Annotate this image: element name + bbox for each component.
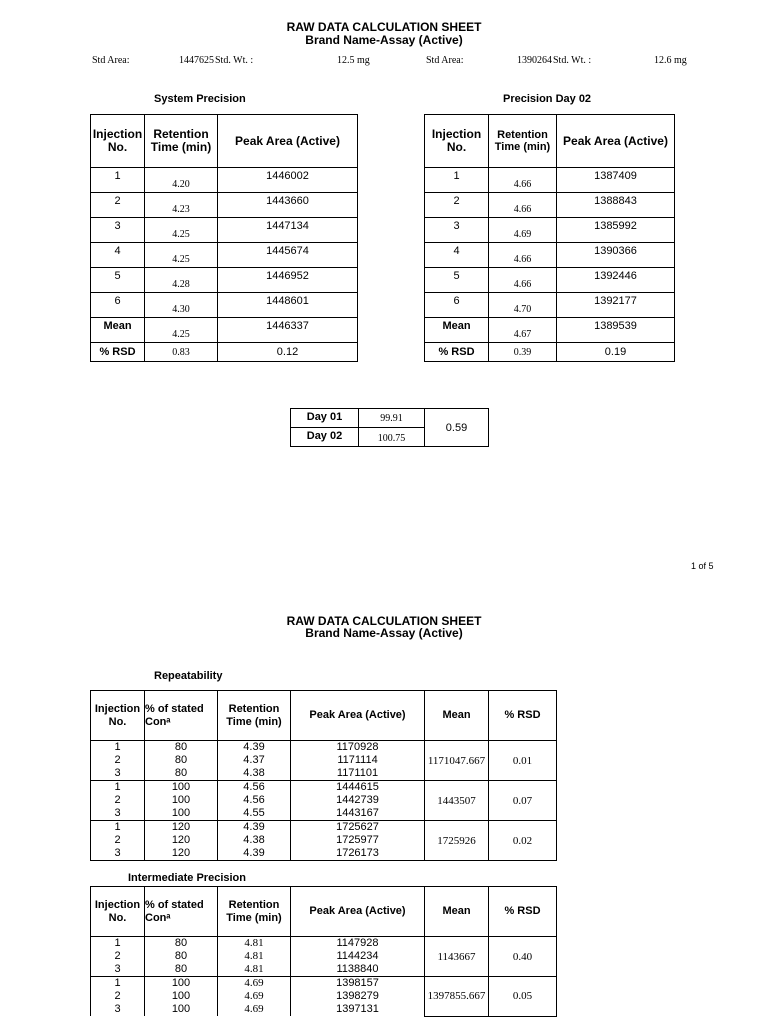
- header-injection-no: Injection No.: [91, 887, 145, 937]
- cell-peak-area: 1726173: [291, 847, 425, 861]
- cell-stated-con: 100: [145, 781, 218, 795]
- cell-injection: 1: [91, 168, 145, 193]
- day1-label: Day 01: [291, 409, 359, 428]
- header-stated-con: % of stated Conᵃ: [145, 691, 218, 741]
- header-peak-area: Peak Area (Active): [291, 887, 425, 937]
- cell-peak-area: 1385992: [557, 218, 675, 243]
- day2-value: 100.75: [359, 428, 425, 447]
- repeatability-table: [90, 690, 557, 861]
- system-precision-title: System Precision: [154, 93, 246, 105]
- cell-peak-area: 1144234: [291, 950, 425, 963]
- page-number: 1 of 5: [691, 561, 714, 571]
- cell-rsd: 0.02: [489, 821, 557, 861]
- cell-peak-area: 1444615: [291, 781, 425, 795]
- cell-injection: 2: [91, 794, 145, 807]
- cell-stated-con: 80: [145, 754, 218, 767]
- table-row: [91, 243, 358, 268]
- cell-injection: 3: [91, 963, 145, 977]
- mean-row: [91, 318, 358, 343]
- table-row: [91, 937, 557, 951]
- cell-injection: 2: [91, 950, 145, 963]
- cell-injection: 1: [91, 781, 145, 795]
- cell-stated-con: 80: [145, 937, 218, 951]
- cell-peak-area: 1443167: [291, 807, 425, 821]
- cell-retention: 4.66: [489, 268, 557, 293]
- cell-peak-area: 1725977: [291, 834, 425, 847]
- header-mean: Mean: [425, 691, 489, 741]
- cell-peak-area: 1446002: [218, 168, 358, 193]
- cell-stated-con: 120: [145, 847, 218, 861]
- cell-stated-con: 100: [145, 794, 218, 807]
- std-area-label-right: Std Area:: [426, 55, 464, 66]
- cell-injection: 1: [91, 821, 145, 835]
- cell-peak-area: 1170928: [291, 741, 425, 755]
- page-subtitle: Brand Name-Assay (Active): [305, 33, 463, 47]
- cell-mean: 1143667: [425, 937, 489, 977]
- rsd-retention: 0.39: [489, 343, 557, 362]
- cell-rsd: 0.05: [489, 977, 557, 1017]
- header-retention-time: Retention Time (min): [218, 887, 291, 937]
- header-retention-time: Retention Time (min): [218, 691, 291, 741]
- std-wt-label-left: Std. Wt. :: [215, 55, 254, 66]
- day-comparison-table: [290, 408, 489, 447]
- table-row: [91, 168, 358, 193]
- cell-peak-area: 1138840: [291, 963, 425, 977]
- table-row: [425, 268, 675, 293]
- rsd-row: [425, 343, 675, 362]
- cell-injection: 6: [425, 293, 489, 318]
- table-row: [91, 218, 358, 243]
- repeatability-title: Repeatability: [154, 670, 223, 682]
- table-row: [425, 218, 675, 243]
- cell-injection: 5: [91, 268, 145, 293]
- cell-retention: 4.38: [218, 834, 291, 847]
- table-row: [91, 781, 557, 795]
- cell-retention: 4.56: [218, 794, 291, 807]
- cell-stated-con: 100: [145, 990, 218, 1003]
- cell-peak-area: 1448601: [218, 293, 358, 318]
- header-retention-time: Retention Time (min): [145, 115, 218, 168]
- cell-peak-area: 1446952: [218, 268, 358, 293]
- cell-peak-area: 1397131: [291, 1003, 425, 1016]
- cell-retention: 4.81: [218, 963, 291, 977]
- cell-peak-area: 1147928: [291, 937, 425, 951]
- rsd-label: % RSD: [425, 343, 489, 362]
- system-precision-table: [90, 114, 358, 362]
- cell-peak-area: 1442739: [291, 794, 425, 807]
- cell-rsd: 0.40: [489, 937, 557, 977]
- cell-injection: 3: [91, 218, 145, 243]
- header-peak-area: Peak Area (Active): [291, 691, 425, 741]
- rsd-peak-area: 0.19: [557, 343, 675, 362]
- table-row: [425, 293, 675, 318]
- table-row: [425, 193, 675, 218]
- cell-peak-area: 1725627: [291, 821, 425, 835]
- cell-retention: 4.69: [489, 218, 557, 243]
- cell-injection: 2: [91, 990, 145, 1003]
- cell-retention: 4.38: [218, 767, 291, 781]
- day1-value: 99.91: [359, 409, 425, 428]
- mean-retention: 4.67: [489, 318, 557, 343]
- cell-stated-con: 120: [145, 834, 218, 847]
- table-row: [425, 168, 675, 193]
- cell-injection: 2: [91, 834, 145, 847]
- header-rsd: % RSD: [489, 691, 557, 741]
- intermediate-precision-table: [90, 886, 557, 1017]
- rsd-label: % RSD: [91, 343, 145, 362]
- mean-row: [425, 318, 675, 343]
- table-row: [91, 193, 358, 218]
- cell-stated-con: 80: [145, 767, 218, 781]
- cell-mean: 1443507: [425, 781, 489, 821]
- cell-peak-area: 1390366: [557, 243, 675, 268]
- cell-retention: 4.37: [218, 754, 291, 767]
- cell-injection: 6: [91, 293, 145, 318]
- table-row: [91, 741, 557, 755]
- std-area-label-left: Std Area:: [92, 55, 130, 66]
- cell-injection: 3: [91, 807, 145, 821]
- rsd-retention: 0.83: [145, 343, 218, 362]
- rsd-row: [91, 343, 358, 362]
- precision-day2-table: [424, 114, 675, 362]
- cell-retention: 4.39: [218, 821, 291, 835]
- cell-injection: 1: [91, 937, 145, 951]
- table-row: [425, 243, 675, 268]
- precision-day2-title: Precision Day 02: [503, 93, 592, 105]
- cell-stated-con: 100: [145, 807, 218, 821]
- cell-retention: 4.69: [218, 1003, 291, 1016]
- mean-peak-area: 1389539: [557, 318, 675, 343]
- cell-peak-area: 1388843: [557, 193, 675, 218]
- cell-mean: 1171047.667: [425, 741, 489, 781]
- cell-retention: 4.81: [218, 950, 291, 963]
- cell-peak-area: 1398157: [291, 977, 425, 991]
- table-row: [91, 977, 557, 991]
- intermediate-precision-title: Intermediate Precision: [128, 872, 246, 884]
- cell-injection: 3: [91, 847, 145, 861]
- cell-rsd: 0.01: [489, 741, 557, 781]
- cell-mean: 1725926: [425, 821, 489, 861]
- cell-peak-area: 1392177: [557, 293, 675, 318]
- cell-injection: 3: [91, 767, 145, 781]
- cell-injection: 5: [425, 268, 489, 293]
- cell-injection: 3: [425, 218, 489, 243]
- std-area-value-right: 1390264: [517, 55, 552, 66]
- cell-injection: 2: [91, 754, 145, 767]
- cell-retention: 4.66: [489, 243, 557, 268]
- header-injection-no: Injection No.: [91, 691, 145, 741]
- cell-injection: 2: [91, 193, 145, 218]
- mean-retention: 4.25: [145, 318, 218, 343]
- cell-retention: 4.81: [218, 937, 291, 951]
- cell-stated-con: 80: [145, 950, 218, 963]
- cell-peak-area: 1171101: [291, 767, 425, 781]
- table-row: [91, 821, 557, 835]
- cell-retention: 4.56: [218, 781, 291, 795]
- cell-injection: 3: [91, 1003, 145, 1016]
- mean-label: Mean: [425, 318, 489, 343]
- std-info-row: [0, 55, 768, 69]
- cell-injection: 1: [425, 168, 489, 193]
- cell-peak-area: 1387409: [557, 168, 675, 193]
- cell-stated-con: 100: [145, 1003, 218, 1016]
- header-rsd: % RSD: [489, 887, 557, 937]
- cell-injection: 1: [91, 977, 145, 991]
- mean-peak-area: 1446337: [218, 318, 358, 343]
- cell-stated-con: 120: [145, 821, 218, 835]
- cell-stated-con: 100: [145, 977, 218, 991]
- cell-rsd: 0.07: [489, 781, 557, 821]
- cell-retention: 4.66: [489, 193, 557, 218]
- std-wt-label-right: Std. Wt. :: [553, 55, 592, 66]
- cell-retention: 4.69: [218, 990, 291, 1003]
- cell-peak-area: 1398279: [291, 990, 425, 1003]
- cell-retention: 4.25: [145, 243, 218, 268]
- rsd-peak-area: 0.12: [218, 343, 358, 362]
- page2-subtitle: Brand Name-Assay (Active): [305, 626, 463, 640]
- header-mean: Mean: [425, 887, 489, 937]
- table-row: [91, 268, 358, 293]
- header-injection-no: Injection No.: [425, 115, 489, 168]
- cell-retention: 4.55: [218, 807, 291, 821]
- cell-retention: 4.20: [145, 168, 218, 193]
- cell-retention: 4.69: [218, 977, 291, 991]
- cell-stated-con: 80: [145, 741, 218, 755]
- cell-peak-area: 1443660: [218, 193, 358, 218]
- header-stated-con: % of stated Conᵃ: [145, 887, 218, 937]
- cell-mean: 1397855.667: [425, 977, 489, 1017]
- cell-peak-area: 1445674: [218, 243, 358, 268]
- cell-injection: 1: [91, 741, 145, 755]
- std-wt-value-right: 12.6 mg: [654, 55, 687, 66]
- std-area-value-left: 1447625: [179, 55, 214, 66]
- mean-label: Mean: [91, 318, 145, 343]
- cell-peak-area: 1447134: [218, 218, 358, 243]
- header-injection-no: Injection No.: [91, 115, 145, 168]
- header-peak-area: Peak Area (Active): [218, 115, 358, 168]
- cell-retention: 4.39: [218, 847, 291, 861]
- cell-peak-area: 1171114: [291, 754, 425, 767]
- cell-stated-con: 80: [145, 963, 218, 977]
- cell-retention: 4.25: [145, 218, 218, 243]
- page2-title: RAW DATA CALCULATION SHEET: [286, 614, 482, 628]
- cell-retention: 4.70: [489, 293, 557, 318]
- cell-retention: 4.66: [489, 168, 557, 193]
- day2-label: Day 02: [291, 428, 359, 447]
- header-peak-area: Peak Area (Active): [557, 115, 675, 168]
- cell-retention: 4.30: [145, 293, 218, 318]
- cell-injection: 4: [91, 243, 145, 268]
- std-wt-value-left: 12.5 mg: [337, 55, 370, 66]
- cell-retention: 4.23: [145, 193, 218, 218]
- cell-retention: 4.28: [145, 268, 218, 293]
- cell-injection: 2: [425, 193, 489, 218]
- table-row: [91, 293, 358, 318]
- page-title: RAW DATA CALCULATION SHEET: [286, 20, 482, 34]
- cell-retention: 4.39: [218, 741, 291, 755]
- day-difference: 0.59: [425, 409, 489, 447]
- cell-injection: 4: [425, 243, 489, 268]
- header-retention-time: Retention Time (min): [489, 115, 557, 168]
- cell-peak-area: 1392446: [557, 268, 675, 293]
